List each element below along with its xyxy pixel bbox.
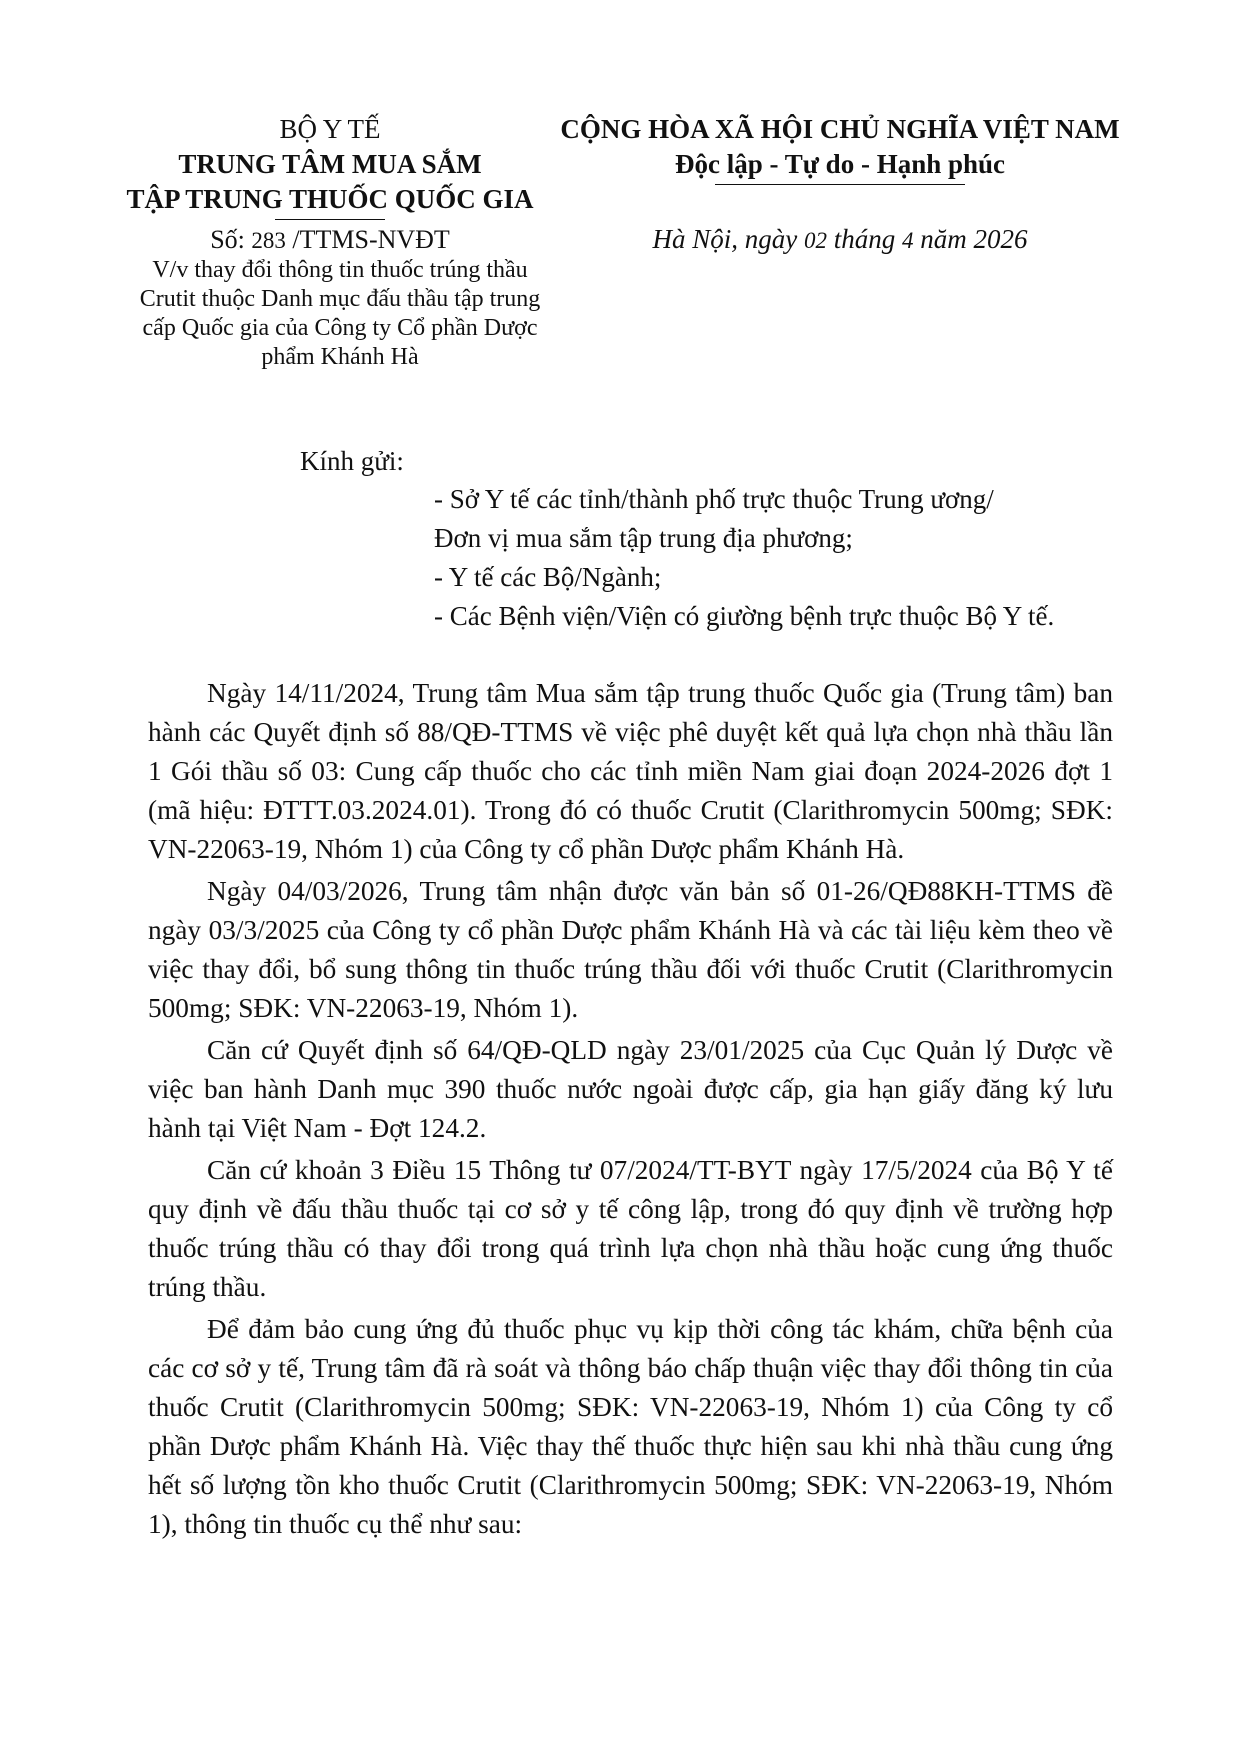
body-paragraph: Để đảm bảo cung ứng đủ thuốc phục vụ kịp thời công tác khám, chữa bệnh của các cơ sở y tế, Trung tâm đã rà soát và thông báo chấp thuận việc thay đổi thông tin của thuốc Crutit (Clarithromycin 500mg; SĐK: VN-22063-19, Nhóm 1) của Công ty cổ phần Dược phẩm Khánh Hà. Việc thay thế thuốc thực hiện sau khi nhà thầu cung ứng hết số lượng tồn kho thuốc Crutit (Clarithromycin 500mg; SĐK: VN-22063-19, Nhóm 1), thông tin thuốc cụ thể như sau: xyxy=(148,1314,1113,1539)
document-number xyxy=(120,224,540,257)
subject-summary xyxy=(130,256,550,372)
subject-line: Crutit thuộc Danh mục đấu thầu tập trung xyxy=(139,286,541,312)
doc-number-value: 283 xyxy=(251,228,286,253)
ministry-name: BỘ Y TẾ xyxy=(279,114,381,144)
body-paragraph: Căn cứ khoản 3 Điều 15 Thông tư 07/2024/TT-BYT ngày 17/5/2024 của Bộ Y tế quy định về đấu thầu thuốc tại cơ sở y tế công lập, trong đó quy định về trường hợp thuốc trúng thầu có thay đổi trong quá trình lựa chọn nhà thầu hoặc cung ứng thuốc trúng thầu. xyxy=(148,1155,1113,1302)
recipients-label: Kính gửi: xyxy=(300,446,404,476)
agency-name-line2: TẬP TRUNG THUỐC QUỐC GIA xyxy=(126,184,534,214)
national-header xyxy=(540,112,1140,185)
doc-number-suffix: /TTMS-NVĐT xyxy=(292,225,450,254)
subject-line: cấp Quốc gia của Công ty Cổ phần Dược xyxy=(142,315,538,341)
recipient-item: Đơn vị mua sắm tập trung địa phương; xyxy=(434,523,853,553)
date-year: năm 2026 xyxy=(920,224,1028,254)
date-prefix: Hà Nội, ngày xyxy=(652,224,798,254)
national-motto: Độc lập - Tự do - Hạnh phúc xyxy=(674,149,1006,179)
issuer-header xyxy=(120,112,540,220)
doc-number-prefix: Số: xyxy=(210,225,245,254)
body-paragraph: Ngày 14/11/2024, Trung tâm Mua sắm tập trung thuốc Quốc gia (Trung tâm) ban hành các Quyết định số 88/QĐ-TTMS về việc phê duyệt kết quả lựa chọn nhà thầu lần 1 Gói thầu số 03: Cung cấp thuốc cho các tỉnh miền Nam giai đoạn 2024-2026 đợt 1 (mã hiệu: ĐTTT.03.2024.01). Trong đó có thuốc Crutit (Clarithromycin 500mg; SĐK: VN-22063-19, Nhóm 1) của Công ty cổ phần Dược phẩm Khánh Hà. xyxy=(148,678,1113,864)
motto-underline xyxy=(715,184,965,185)
body-paragraph: Ngày 04/03/2026, Trung tâm nhận được văn bản số 01-26/QĐ88KH-TTMS đề ngày 03/3/2025 của Công ty cổ phần Dược phẩm Khánh Hà và các tài liệu kèm theo về việc thay đổi, bổ sung thông tin thuốc trúng thầu đối với thuốc Crutit (Clarithromycin 500mg; SĐK: VN-22063-19, Nhóm 1). xyxy=(148,876,1113,1023)
recipients-list xyxy=(434,480,1054,636)
letter-body xyxy=(148,674,1113,1547)
date-day: 02 xyxy=(803,228,827,253)
issue-date xyxy=(540,222,1140,258)
issuer-underline xyxy=(275,219,385,220)
date-month-word: tháng xyxy=(833,224,896,254)
recipient-item: - Sở Y tế các tỉnh/thành phố trực thuộc Trung ương/ xyxy=(434,484,994,514)
recipient-item: - Y tế các Bộ/Ngành; xyxy=(434,562,662,592)
body-paragraph: Căn cứ Quyết định số 64/QĐ-QLD ngày 23/01/2025 của Cục Quản lý Dược về việc ban hành Danh mục 390 thuốc nước ngoài được cấp, gia hạn giấy đăng ký lưu hành tại Việt Nam - Đợt 124.2. xyxy=(148,1035,1113,1143)
agency-name-line1: TRUNG TÂM MUA SẮM xyxy=(178,149,482,179)
subject-line: V/v thay đổi thông tin thuốc trúng thầu xyxy=(152,257,528,283)
recipient-item: - Các Bệnh viện/Viện có giường bệnh trực thuộc Bộ Y tế. xyxy=(434,601,1055,631)
subject-line: phẩm Khánh Hà xyxy=(261,344,419,370)
date-month: 4 xyxy=(902,228,914,253)
country-name: CỘNG HÒA XÃ HỘI CHỦ NGHĨA VIỆT NAM xyxy=(560,114,1120,144)
